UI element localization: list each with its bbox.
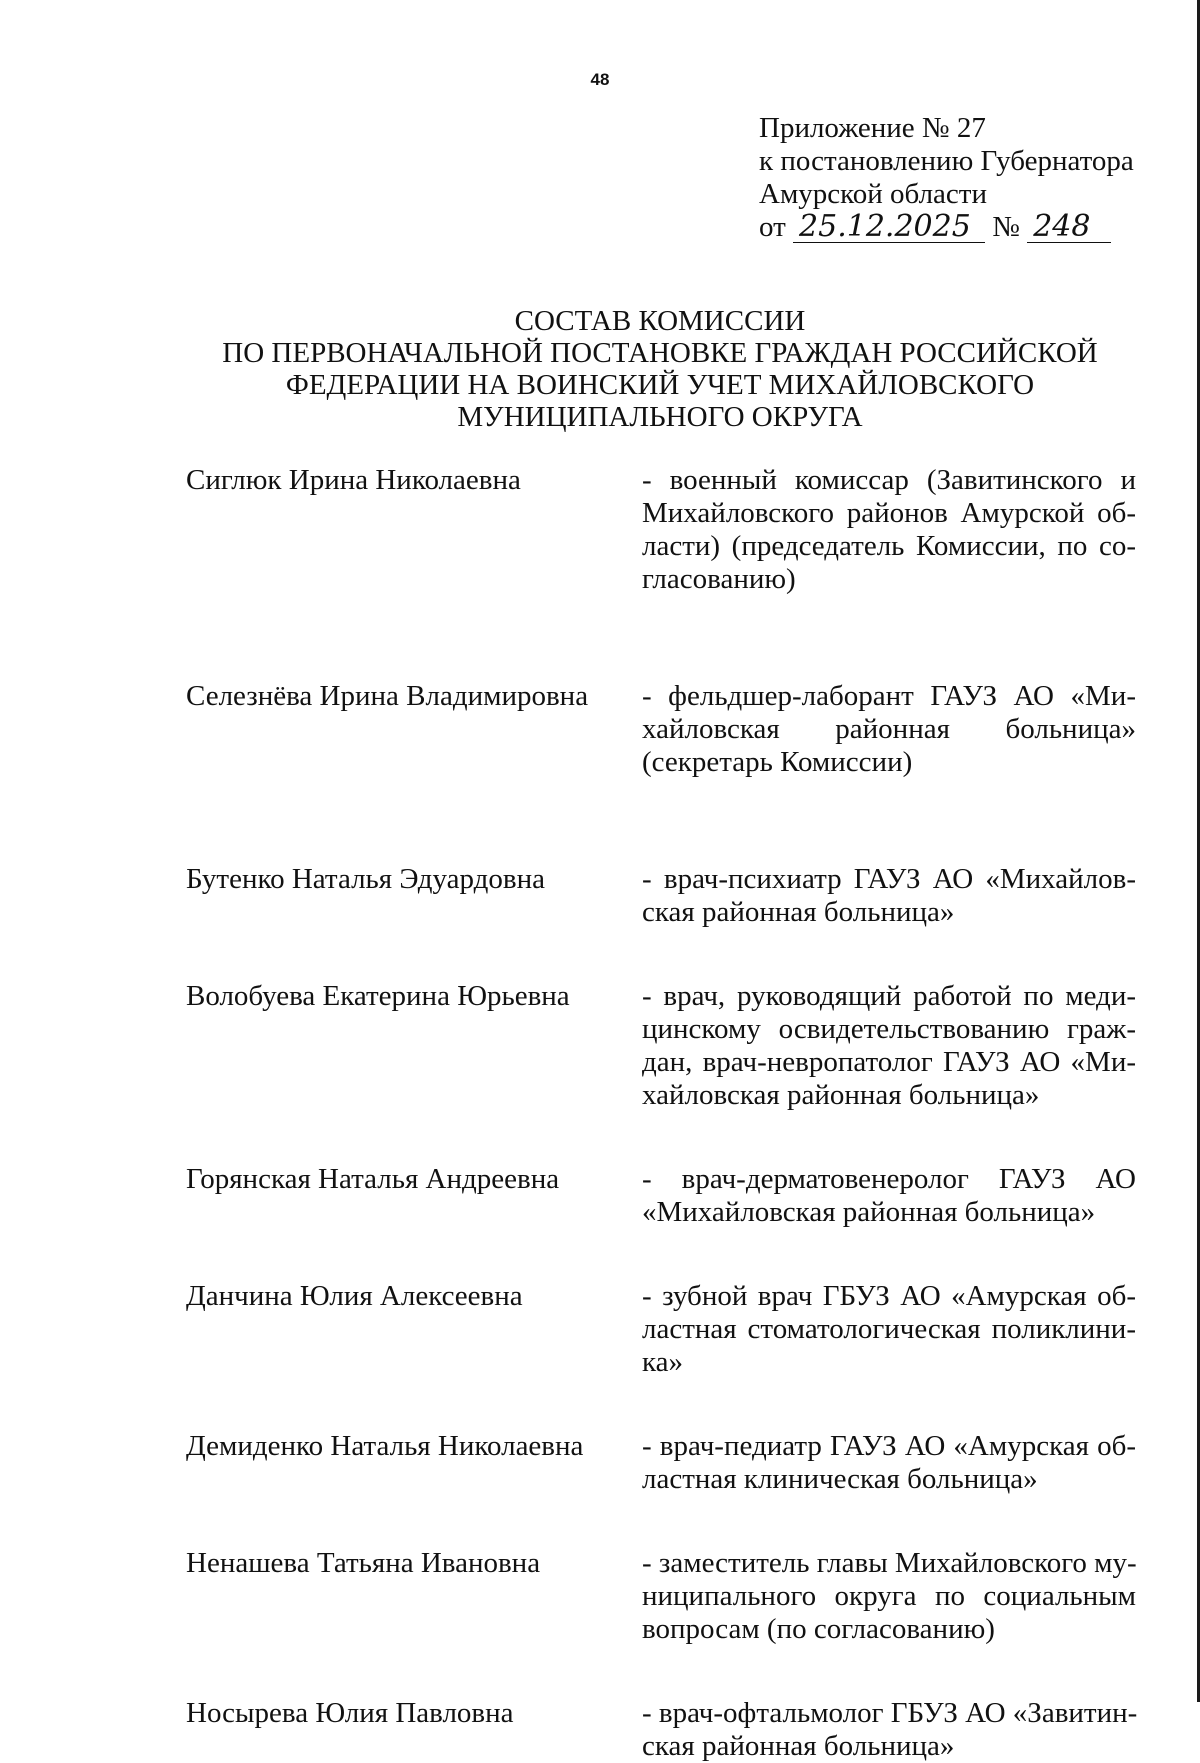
title-line-2: ПО ПЕРВОНАЧАЛЬНОЙ ПОСТАНОВКЕ ГРАЖДАН РОССИЙСКОЙ: [222, 337, 1098, 369]
member-role: [642, 1163, 1136, 1229]
member-row: [186, 464, 1136, 596]
member-role-line: хайловская районная больница»: [642, 1079, 1040, 1111]
member-role: [642, 1430, 1136, 1496]
member-row: [186, 980, 1136, 1112]
member-role-line: - зубной врач ГБУЗ АО «Амурская об-: [642, 1280, 1136, 1312]
member-name: Демиденко Наталья Николаевна: [186, 1430, 584, 1462]
title-line-3: ФЕДЕРАЦИИ НА ВОИНСКИЙ УЧЕТ МИХАЙЛОВСКОГО: [285, 369, 1035, 401]
member-name: Сиглюк Ирина Николаевна: [186, 464, 521, 496]
appendix-line-3: Амурской области: [759, 178, 987, 210]
member-role-line: Михайловского районов Амурской об-: [642, 497, 1136, 529]
member-role-line: цинскому освидетельствованию граж-: [642, 1013, 1136, 1045]
member-row: [186, 863, 1136, 929]
member-role-line: (секретарь Комиссии): [642, 746, 913, 778]
member-role-line: хайловская районная больница»: [642, 713, 1136, 745]
member-name: Ненашева Татьяна Ивановна: [186, 1547, 541, 1579]
number-prefix: №: [992, 211, 1020, 243]
member-name: Носырева Юлия Павловна: [186, 1697, 514, 1729]
document-title: [0, 305, 1200, 433]
member-role: [642, 863, 1136, 929]
member-role-line: - врач-психиатр ГАУЗ АО «Михайлов-: [642, 863, 1136, 895]
member-name: Данчина Юлия Алексеевна: [186, 1280, 523, 1312]
member-role-line: вопросам (по согласованию): [642, 1613, 995, 1645]
page-number: 48: [590, 70, 610, 89]
member-role-line: - врач-педиатр ГАУЗ АО «Амурская об-: [642, 1430, 1136, 1462]
member-role-line: ская районная больница»: [642, 896, 955, 928]
member-name: Бутенко Наталья Эдуардовна: [186, 863, 545, 895]
appendix-block: [759, 112, 1134, 244]
title-line-4: МУНИЦИПАЛЬНОГО ОКРУГА: [457, 401, 863, 433]
appendix-line-1: Приложение № 27: [759, 112, 986, 144]
member-role-line: ниципального округа по социальным: [642, 1580, 1136, 1612]
title-line-1: СОСТАВ КОМИССИИ: [514, 305, 806, 337]
appendix-date-line: [759, 211, 1134, 244]
member-role-line: ласти) (председатель Комиссии, по со-: [642, 530, 1136, 562]
member-role: [642, 1697, 1136, 1763]
member-role: [642, 1547, 1136, 1646]
member-role: [642, 980, 1136, 1112]
member-role-line: - фельдшер-лаборант ГАУЗ АО «Ми-: [642, 680, 1136, 712]
member-row: [186, 1280, 1136, 1379]
member-name: Горянская Наталья Андреевна: [186, 1163, 560, 1195]
member-role-line: ская районная больница»: [642, 1730, 955, 1762]
member-role-line: - врач-офтальмолог ГБУЗ АО «Завитин-: [642, 1697, 1138, 1729]
member-role-line: дан, врач-невропатолог ГАУЗ АО «Ми-: [642, 1046, 1136, 1078]
member-role-line: «Михайловская районная больница»: [642, 1196, 1096, 1228]
member-row: [186, 1547, 1136, 1646]
member-role: [642, 464, 1136, 596]
member-name: Волобуева Екатерина Юрьевна: [186, 980, 570, 1012]
member-role: [642, 1280, 1136, 1379]
member-row: [186, 1163, 1136, 1229]
member-role-line: - врач-дерматовенеролог ГАУЗ АО: [642, 1163, 1136, 1195]
number-value: 248: [1027, 212, 1111, 243]
date-prefix: от: [759, 211, 786, 243]
member-role: [642, 680, 1136, 779]
member-role-line: ластная стоматологическая поликлини-: [642, 1313, 1136, 1345]
appendix-line-2: к постановлению Губернатора: [759, 145, 1134, 177]
date-value: 25.12.2025: [793, 212, 985, 243]
member-role-line: ластная клиническая больница»: [642, 1463, 1038, 1495]
member-role-line: ка»: [642, 1346, 684, 1378]
member-row: [186, 680, 1136, 779]
member-name: Селезнёва Ирина Владимировна: [186, 680, 589, 712]
member-role-line: - заместитель главы Михайловского му-: [642, 1547, 1137, 1579]
member-role-line: - врач, руководящий работой по меди-: [642, 980, 1136, 1012]
member-role-line: гласованию): [642, 563, 796, 595]
member-role-line: - военный комиссар (Завитинского и: [642, 464, 1136, 496]
member-row: [186, 1430, 1136, 1496]
member-row: [186, 1697, 1136, 1763]
